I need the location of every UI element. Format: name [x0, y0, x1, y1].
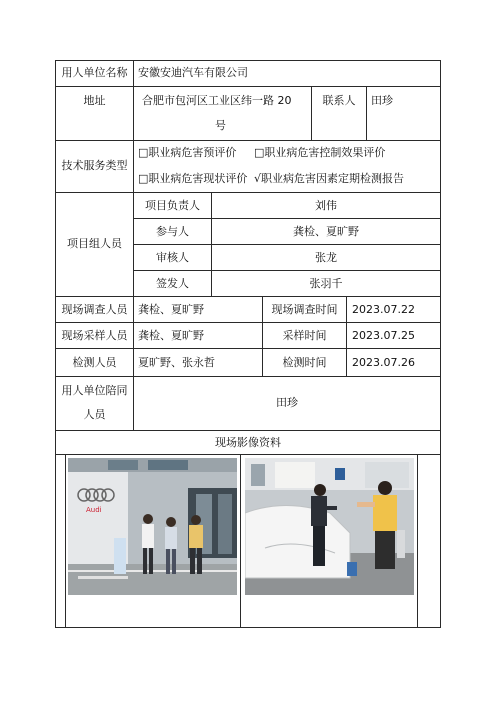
escort-label-line2: 人员	[83, 408, 106, 421]
team-label: 项目组人员	[67, 237, 122, 250]
escort-value: 田珍	[276, 396, 298, 409]
rule	[55, 192, 441, 193]
testing-time-value: 2023.07.26	[352, 356, 415, 369]
rule	[55, 140, 441, 141]
service-option-status-assessment: □职业病危害现状评价	[138, 172, 248, 185]
sampling-time-value: 2023.07.25	[352, 329, 415, 342]
sampling-staff-value: 龚检、夏旷野	[138, 329, 204, 342]
testing-staff-value: 夏旷野、张永哲	[138, 356, 215, 369]
rule	[346, 296, 347, 376]
sampling-staff-label: 现场采样人员	[61, 329, 128, 342]
audi-sign: Audi	[86, 506, 102, 514]
issuer-label: 签发人	[156, 277, 189, 290]
service-option-periodic-testing: √职业病危害因素定期检测报告	[254, 172, 405, 185]
rule	[133, 218, 441, 219]
address-label: 地址	[83, 94, 106, 107]
unit-name-label: 用人单位名称	[61, 66, 128, 79]
contact-value: 田珍	[371, 94, 393, 107]
rule	[55, 430, 441, 431]
lead-label: 项目负责人	[145, 199, 200, 212]
rule	[55, 60, 441, 61]
rule	[55, 296, 441, 297]
survey-time-label: 现场调查时间	[271, 303, 338, 316]
rule	[55, 376, 441, 377]
escort-label-line1: 用人单位陪同	[61, 384, 128, 397]
address-line2: 号	[215, 119, 226, 132]
site-photo-storefront	[68, 458, 237, 595]
rule	[417, 454, 418, 627]
rule	[366, 86, 367, 140]
survey-time-value: 2023.07.22	[352, 303, 415, 316]
rule	[55, 454, 441, 455]
rule	[133, 60, 134, 430]
service-option-pre-assessment: □职业病危害预评价	[138, 146, 237, 159]
sampling-time-label: 采样时间	[282, 329, 327, 342]
rule	[55, 86, 441, 87]
rule	[133, 244, 441, 245]
testing-staff-label: 检测人员	[72, 356, 117, 369]
participants-label: 参与人	[156, 225, 189, 238]
rule	[55, 322, 441, 323]
rule	[55, 60, 56, 628]
reviewer-label: 审核人	[156, 251, 189, 264]
survey-staff-label: 现场调查人员	[61, 303, 128, 316]
participants-value: 龚检、夏旷野	[293, 225, 359, 238]
survey-staff-value: 龚检、夏旷野	[138, 303, 204, 316]
unit-name-value: 安徽安迪汽车有限公司	[138, 66, 248, 79]
rule	[240, 454, 241, 627]
rule	[440, 60, 441, 628]
lead-value: 刘伟	[315, 199, 337, 212]
address-line1: 合肥市包河区工业区纬一路 20	[142, 94, 292, 107]
testing-time-label: 检测时间	[282, 356, 327, 369]
rule	[55, 348, 441, 349]
site-photo-workshop	[245, 458, 414, 595]
reviewer-value: 张龙	[315, 251, 337, 264]
issuer-value: 张羽千	[309, 277, 343, 290]
service-option-control-effect: □职业病危害控制效果评价	[254, 146, 386, 159]
rule	[55, 627, 441, 628]
service-type-label: 技术服务类型	[61, 159, 128, 172]
rule	[133, 270, 441, 271]
rule	[65, 454, 66, 627]
photos-header: 现场影像资料	[215, 436, 281, 449]
contact-label: 联系人	[322, 94, 356, 107]
